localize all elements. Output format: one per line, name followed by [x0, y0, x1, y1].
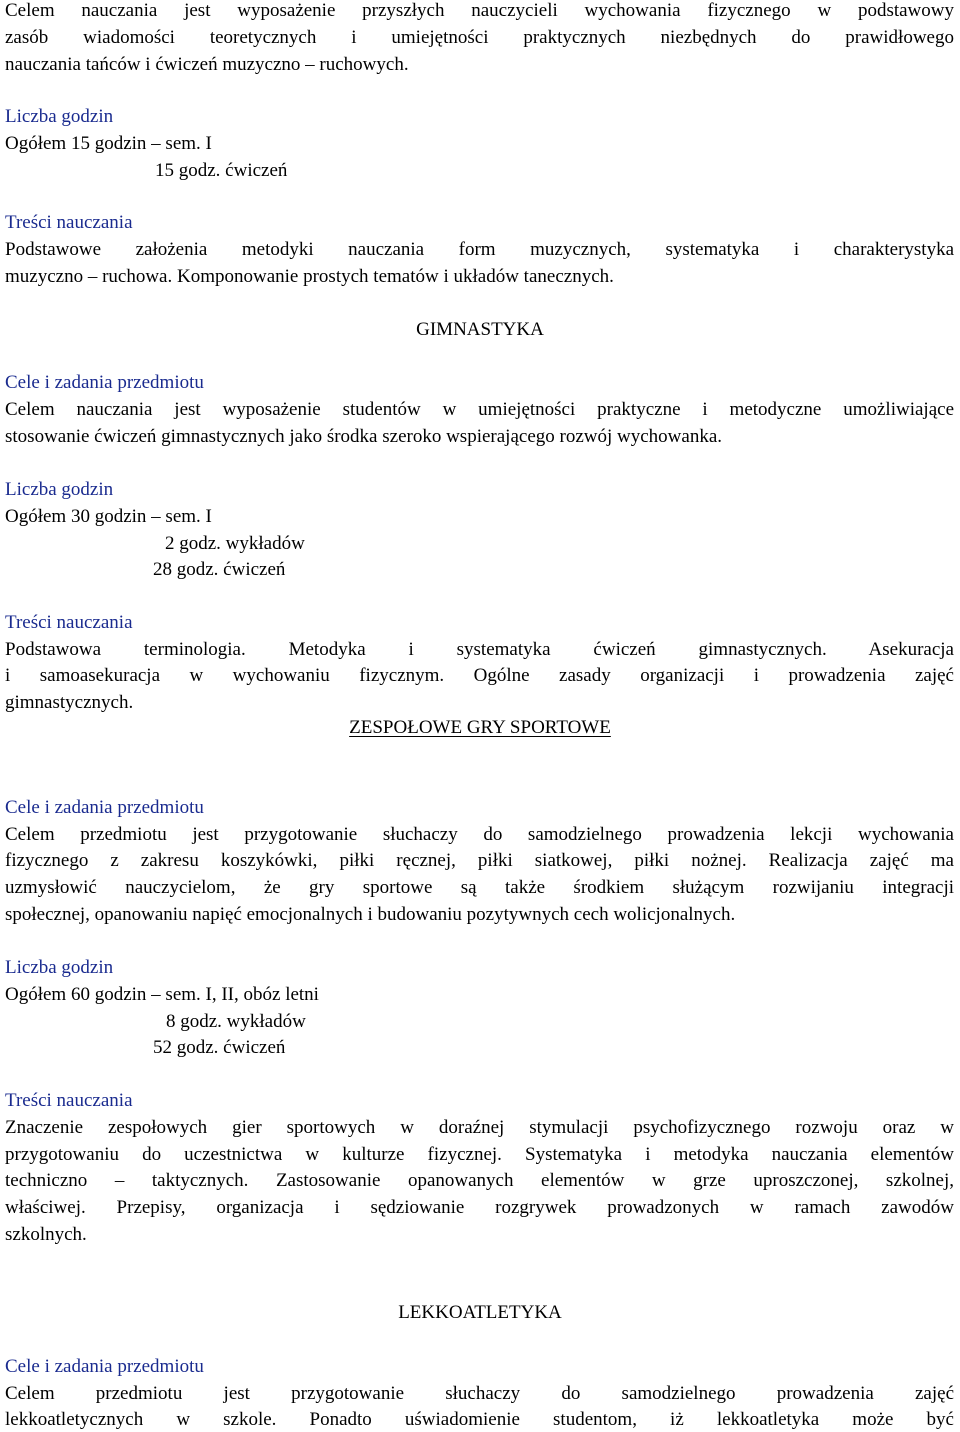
- team-sports-hours-total: Ogółem 60 godzin – sem. I, II, obóz letni: [5, 984, 319, 1005]
- athletics-goals-heading: Cele i zadania przedmiotu: [5, 1356, 204, 1377]
- athletics-goals-line-2: lekkoatletycznych w szkole. Ponadto uświadomienie studentom, iż lekkoatletyka może być: [5, 1409, 954, 1430]
- dance-hours-total: Ogółem 15 godzin – sem. I: [5, 133, 212, 154]
- gymnastics-goals-line-1: Celem nauczania jest wyposażenie studentów w umiejętności praktyczne i metodyczne umożliwiające: [5, 399, 954, 420]
- intro-line-1: Celem nauczania jest wyposażenie przyszłych nauczycieli wychowania fizycznego w podstawowy: [5, 0, 954, 21]
- gymnastics-hours-exercises: 28 godz. ćwiczeń: [153, 559, 286, 580]
- team-sports-goals-line-4: społecznej, opanowaniu napięć emocjonalnych i budowaniu pozytywnych cech wolicjonalnych.: [5, 904, 736, 925]
- team-sports-goals-line-3: uzmysłowić nauczycielom, że gry sportowe są także środkiem służącym rozwijaniu integracji: [5, 877, 954, 898]
- team-sports-title: [0, 718, 960, 737]
- gymnastics-title: GIMNASTYKA: [416, 319, 544, 340]
- team-sports-content-line-4: właściwej. Przepisy, organizacja i sędziowanie rozgrywek prowadzonych w ramach zawodów: [5, 1197, 954, 1218]
- team-sports-content-line-3: techniczno – taktycznych. Zastosowanie opanowanych elementów w grze uproszczonej, szkolnej,: [5, 1170, 954, 1191]
- team-sports-content-line-1: Znaczenie zespołowych gier sportowych w doraźnej stymulacji psychofizycznego rozwoju oraz w: [5, 1117, 954, 1138]
- team-sports-hours-heading: Liczba godzin: [5, 957, 114, 978]
- dance-hours-exercises: 15 godz. ćwiczeń: [155, 160, 288, 181]
- team-sports-hours-lectures: 8 godz. wykładów: [166, 1011, 306, 1032]
- gymnastics-goals-line-2: stosowanie ćwiczeń gimnastycznych jako środka szeroko wspierającego rozwój wychowanka.: [5, 426, 722, 447]
- team-sports-content-line-5: szkolnych.: [5, 1224, 87, 1245]
- intro-line-3: nauczania tańców i ćwiczeń muzyczno – ruchowych.: [5, 54, 409, 75]
- dance-content-line-2: muzyczno – ruchowa. Komponowanie prostych tematów i układów tanecznych.: [5, 266, 614, 287]
- team-sports-goals-line-2: fizycznego z zakresu koszykówki, piłki ręcznej, piłki siatkowej, piłki nożnej. Realizacja zajęć ma: [5, 850, 954, 871]
- team-sports-goals-line-1: Celem przedmiotu jest przygotowanie słuchaczy do samodzielnego prowadzenia lekcji wychowania: [5, 824, 954, 845]
- athletics-title: LEKKOATLETYKA: [398, 1302, 562, 1323]
- team-sports-goals-heading: Cele i zadania przedmiotu: [5, 797, 204, 818]
- gymnastics-hours-total: Ogółem 30 godzin – sem. I: [5, 506, 212, 527]
- gymnastics-hours-lectures: 2 godz. wykładów: [165, 533, 305, 554]
- team-sports-title-text: ZESPOŁOWE GRY SPORTOWE: [349, 717, 611, 738]
- gymnastics-hours-heading: Liczba godzin: [5, 479, 114, 500]
- dance-hours-heading: Liczba godzin: [5, 106, 114, 127]
- intro-line-2: zasób wiadomości teoretycznych i umiejętności praktycznych niezbędnych do prawidłowego: [5, 27, 954, 48]
- gymnastics-content-heading: Treści nauczania: [5, 612, 133, 633]
- team-sports-content-line-2: przygotowaniu do uczestnictwa w kulturze fizycznej. Systematyka i metodyka nauczania elementów: [5, 1144, 954, 1165]
- gymnastics-content-line-2: i samoasekuracja w wychowaniu fizycznym. Ogólne zasady organizacji i prowadzenia zajęć: [5, 665, 954, 686]
- gymnastics-goals-heading: Cele i zadania przedmiotu: [5, 372, 204, 393]
- team-sports-hours-exercises: 52 godz. ćwiczeń: [153, 1037, 286, 1058]
- dance-content-line-1: Podstawowe założenia metodyki nauczania form muzycznych, systematyka i charakterystyka: [5, 239, 954, 260]
- dance-content-heading: Treści nauczania: [5, 212, 133, 233]
- gymnastics-content-line-3: gimnastycznych.: [5, 692, 134, 713]
- athletics-goals-line-1: Celem przedmiotu jest przygotowanie słuchaczy do samodzielnego prowadzenia zajęć: [5, 1383, 954, 1404]
- team-sports-content-heading: Treści nauczania: [5, 1090, 133, 1111]
- gymnastics-content-line-1: Podstawowa terminologia. Metodyka i systematyka ćwiczeń gimnastycznych. Asekuracja: [5, 639, 954, 660]
